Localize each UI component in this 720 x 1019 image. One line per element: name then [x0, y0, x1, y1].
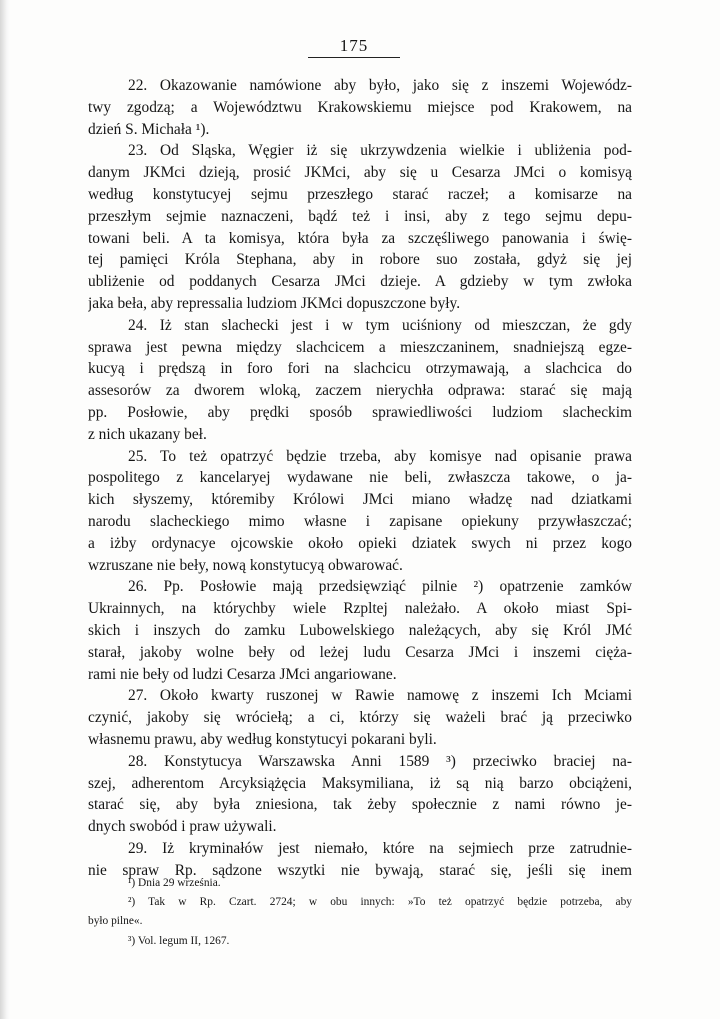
- text-line: a iżby ordynacye ojcowskie około opieki dziatek swych ni przez kogo: [88, 534, 632, 552]
- text-line: twy zgodzą; a Województwu Krakowskiemu miejsce pod Krakowem, na: [88, 98, 632, 116]
- footnote-line: ¹) Dnia 29 września.: [128, 877, 221, 889]
- text-line: sprawa jest pewna między slachcicem a mieszczaninem, snadniejszą egze-: [88, 338, 632, 356]
- text-line: 25. To też opatrzyć będzie trzeba, aby komisye nad opisanie prawa: [128, 447, 632, 465]
- text-line: szej, adherentom Arcyksiążęcia Maksymiliana, iż są nią barzo obciążeni,: [88, 774, 632, 792]
- text-line: towani beli. A ta komisya, która była za szczęśliwego panowania i świę-: [88, 229, 632, 247]
- text-line: 27. Około kwarty ruszonej w Rawie namowę z inszemi Ich Mciami: [128, 687, 632, 705]
- text-line: wzruszane nie beły, nową konstytucyą obwarować.: [88, 556, 403, 574]
- text-line: czynić, jakoby się wróciełą; a ci, którzy się ważeli brać ją przeciwko: [88, 709, 632, 727]
- footnote-line: ²) Tak w Rp. Czart. 2724; w obu innych: »To też opatrzyć będzie potrzeba, aby: [128, 896, 632, 909]
- text-line: według konstytucyej sejmu przeszłego starać raczeł; a komisarze na: [88, 185, 632, 203]
- footnote-line: ³) Vol. legum II, 1267.: [128, 934, 230, 947]
- text-line: dnych swobód i praw używali.: [88, 818, 277, 836]
- text-line: assesorów za dworem wloką, zaczem nierychła odprawa: starać się mają: [88, 382, 632, 400]
- text-line: z nich ukazany beł.: [88, 425, 207, 443]
- text-line: kich słyszemy, któremiby Królowi JMci miano władzę nad dziatkami: [88, 491, 632, 509]
- text-line: 22. Okazowanie namówione aby było, jako się z inszemi Wojewódz-: [128, 77, 632, 94]
- text-line: kucyą i prędszą in foro fori na slachcicu otrzymawają, a slachcica do: [88, 360, 632, 378]
- text-line: starać się, aby była zniesiona, tak żeby społecznie z nami równo je-: [88, 796, 632, 814]
- footnote-line: było pilne«.: [88, 915, 143, 928]
- text-line: pp. Posłowie, aby prędki sposób sprawiedliwości ludziom slacheckim: [88, 403, 632, 421]
- body-text: [88, 75, 632, 881]
- text-line: przeszłym sejmie naznaczeni, bądź też i insi, aby z tego sejmu depu-: [88, 207, 632, 225]
- text-line: dzień S. Michała ¹).: [88, 120, 210, 138]
- text-line: nie spraw Rp. sądzone wszytki nie bywają, starać się, jeśli się inem: [88, 861, 632, 879]
- footnotes: [88, 874, 632, 951]
- text-line: narodu slacheckiego mimo własne i zapisane opiekuny przywłaszczać;: [88, 512, 632, 530]
- text-line: własnemu prawu, aby według konstytucyi pokarani byli.: [88, 730, 437, 748]
- page-number: 175: [308, 36, 400, 58]
- text-line: jaka beła, aby repressalia ludziom JKMci dopuszczone były.: [88, 294, 461, 312]
- scan-edge-shadow: [0, 0, 10, 1019]
- text-line: 29. Iż kryminałów jest niemało, które na sejmiech prze zatrudnie-: [128, 839, 632, 857]
- text-line: skich i inszych do zamku Lubowelskiego należących, aby się Król JMć: [88, 621, 632, 639]
- text-line: tej pamięci Króla Stephana, aby in robore suo została, gdyż się jej: [88, 251, 632, 269]
- text-line: danym JKMci dzieją, prosić JKMci, aby się u Cesarza JMci o komisyą: [88, 164, 632, 182]
- text-line: rami nie beły od ludzi Cesarza JMci angariowane.: [88, 665, 397, 683]
- text-line: ubliżenie od poddanych Cesarza JMci dzieje. A gdzieby w tym zwłoka: [88, 273, 632, 291]
- text-line: 24. Iż stan slachecki jest i w tym uciśniony od mieszczan, że gdy: [128, 316, 632, 334]
- text-line: pospolitego z kancelaryej wydawane nie beli, zwłaszcza takowe, o ja-: [88, 469, 632, 487]
- text-line: 28. Konstytucya Warszawska Anni 1589 ³) przeciwko braciej na-: [128, 752, 632, 770]
- text-line: 23. Od Sląska, Węgier iż się ukrzywdzenia wielkie i ubliżenia pod-: [128, 142, 632, 160]
- text-line: 26. Pp. Posłowie mają przedsięwziąć pilnie ²) opatrzenie zamków: [128, 578, 632, 596]
- text-line: starał, jakoby wolne beły od leżej ludu Cesarza JMci i inszemi cięża-: [88, 643, 632, 661]
- text-line: Ukrainnych, na którychby wiele Rzpltej należało. A około miast Spi-: [88, 600, 632, 618]
